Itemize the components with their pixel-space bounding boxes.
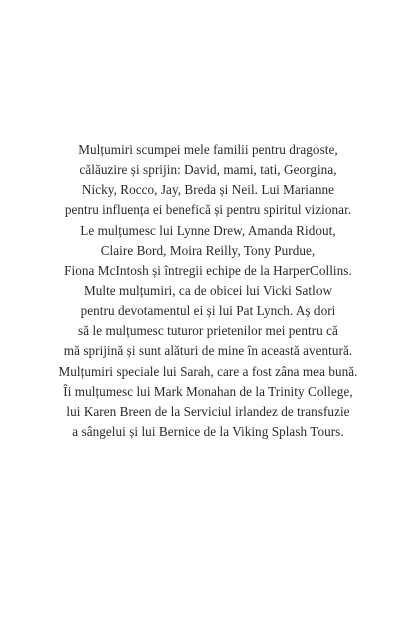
acknowledgement-line: Mulțumiri speciale lui Sarah, care a fost zâna mea bună. bbox=[58, 363, 358, 379]
acknowledgement-line: pentru devotamentul ei și lui Pat Lynch. Aș dori bbox=[80, 303, 336, 319]
acknowledgement-line: a sângelui și lui Bernice de la Viking Splash Tours. bbox=[72, 423, 344, 439]
acknowledgement-line: Nicky, Rocco, Jay, Breda și Neil. Lui Marianne bbox=[81, 182, 335, 198]
acknowledgement-line: mă sprijină și sunt alături de mine în această aventură. bbox=[63, 343, 353, 359]
acknowledgement-line: călăuzire și sprijin: David, mami, tati, Georgina, bbox=[79, 162, 337, 178]
acknowledgement-line: Claire Bord, Moira Reilly, Tony Purdue, bbox=[100, 242, 316, 258]
acknowledgement-line: să le mulțumesc tuturor prietenilor mei pentru că bbox=[78, 323, 338, 339]
acknowledgement-line: Multe mulțumiri, ca de obicei lui Vicki Satlow bbox=[83, 282, 333, 298]
acknowledgements-paragraph bbox=[0, 140, 416, 442]
acknowledgement-line: Fiona McIntosh și întregii echipe de la HarperCollins. bbox=[64, 262, 352, 278]
acknowledgement-line: Mulțumiri scumpei mele familii pentru dragoste, bbox=[78, 142, 338, 157]
acknowledgement-line: Le mulțumesc lui Lynne Drew, Amanda Ridout, bbox=[80, 222, 336, 238]
acknowledgement-line: Îi mulțumesc lui Mark Monahan de la Trinity College, bbox=[63, 383, 353, 399]
acknowledgement-line: pentru influența ei benefică și pentru spiritul vizionar. bbox=[64, 202, 352, 218]
acknowledgement-line: lui Karen Breen de la Serviciul irlandez de transfuzie bbox=[66, 403, 350, 419]
